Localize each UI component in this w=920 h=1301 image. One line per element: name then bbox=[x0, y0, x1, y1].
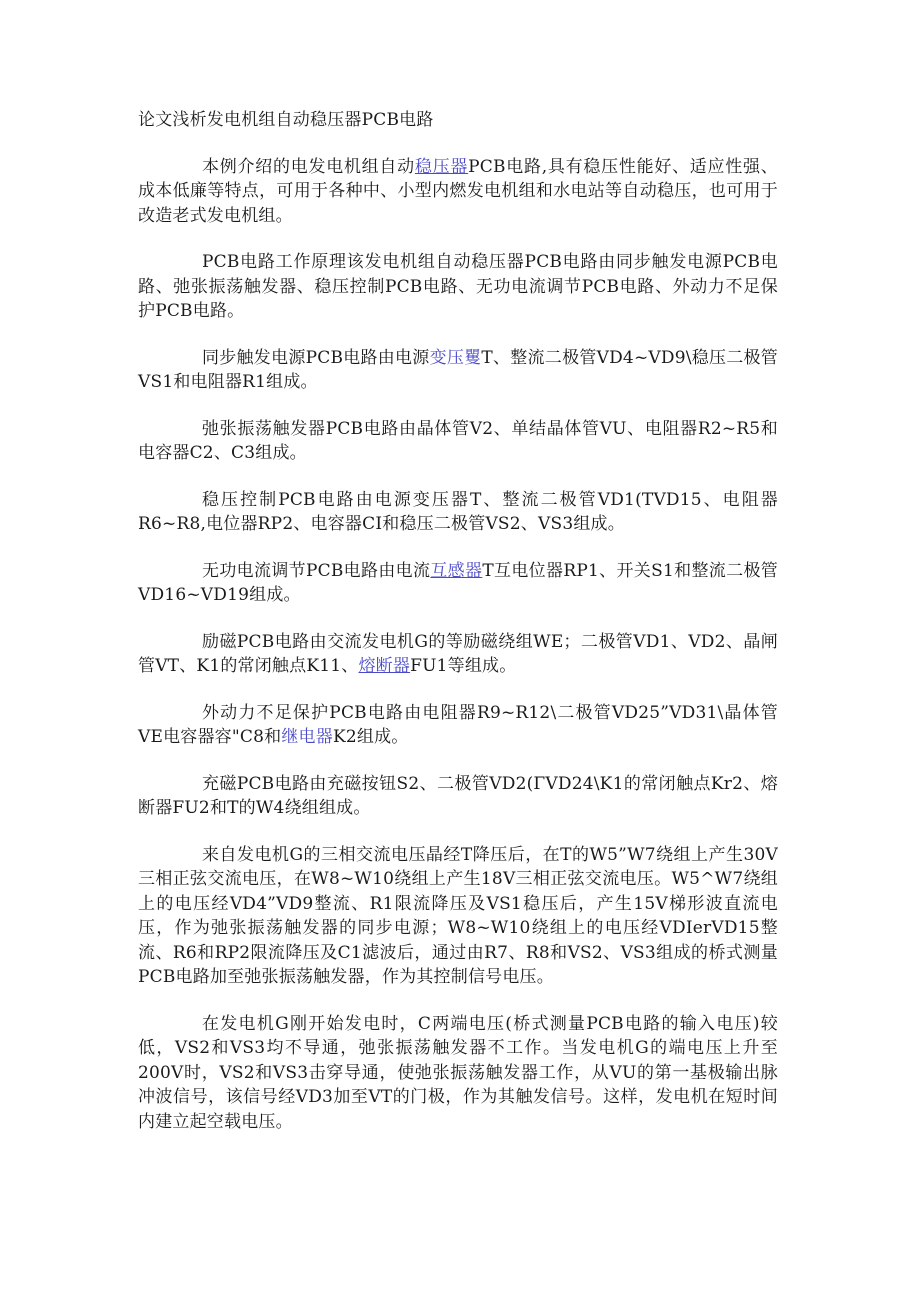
inline-link[interactable]: 互感器 bbox=[430, 560, 483, 581]
paragraph bbox=[138, 630, 778, 679]
paragraph-text: K2组成。 bbox=[332, 727, 409, 747]
paragraph bbox=[138, 417, 778, 466]
inline-link[interactable]: 变压矍 bbox=[429, 347, 482, 368]
inline-link[interactable]: 熔断器 bbox=[358, 656, 411, 676]
paragraph bbox=[138, 559, 778, 608]
document-title: 论文浅析发电机组自动稳压器PCB电路 bbox=[138, 110, 434, 130]
paragraph bbox=[138, 346, 778, 395]
paragraph-text: T、整流二极管VD4~VD9\稳压二极管VS1和电阻器R1组成。 bbox=[138, 347, 778, 392]
paragraph-text: 充磁PCB电路由充磁按钮S2、二极管VD2(ΓVD24\K1的常闭触点Kr2、熔断器FU2和T的W4绕组组成。 bbox=[138, 773, 778, 818]
document-body bbox=[138, 155, 778, 1135]
paragraph-text: 来自发电机G的三相交流电压晶经T降压后，在T的W5”W7绕组上产生30V三相正弦交流电压，在W8~W10绕组上产生18V三相正弦交流电压。W5^W7绕组上的电压经VD4”VD9整流、R1限流降压及VS1稳压后，产生15V梯形波直流电压，作为弛张振荡触发器的同步电源；W8~W10绕组上的电压经VDIerVD15整流、R6和RP2限流降压及C1滤波后，通过由R7、R8和VS2、VS3组成的桥式测量PCB电路加至弛张振荡触发器，作为其控制信号电压。 bbox=[138, 844, 778, 987]
paragraph-text: 稳压控制PCB电路由电源变压器T、整流二极管VD1(TVD15、电阻器R6~R8,电位器RP2、电容器CI和稳压二极管VS2、VS3组成。 bbox=[138, 489, 778, 534]
paragraph-text: 无功电流调节PCB电路由电流 bbox=[202, 560, 431, 581]
paragraph-text: T互电位器RP1、开关S1和整流二极管VD16~VD19组成。 bbox=[138, 560, 778, 605]
paragraph bbox=[138, 250, 778, 324]
inline-link[interactable]: 稳压器 bbox=[414, 156, 469, 177]
paragraph-text: 本例介绍的电发电机组自动 bbox=[202, 156, 415, 177]
inline-link[interactable]: 继电器 bbox=[281, 727, 333, 747]
paragraph-text: 弛张振荡触发器PCB电路由晶体管V2、单结晶体管VU、电阻器R2~R5和电容器C2、C3组成。 bbox=[138, 418, 778, 463]
paragraph-text: PCB电路工作原理该发电机组自动稳压器PCB电路由同步触发电源PCB电路、弛张振荡触发器、稳压控制PCB电路、无功电流调节PCB电路、外动力不足保护PCB电路。 bbox=[138, 252, 778, 321]
paragraph bbox=[138, 701, 778, 750]
paragraph-text: 在发电机G刚开始发电时，C两端电压(桥式测量PCB电路的输入电压)较低，VS2和VS3均不导通，弛张振荡触发器不工作。当发电机G的端电压上升至200V时，VS2和VS3击穿导通，使弛张振荡触发器工作，从VU的第一基极输出脉冲波信号，该信号经VD3加至VT的门极，作为其触发信号。这样，发电机在短时间内建立起空载电压。 bbox=[138, 1013, 778, 1132]
paragraph-text: 励磁PCB电路由交流发电机G的等励磁绕组WE；二极管VD1、VD2、晶闸管VT、K1的常闭触点K11、 bbox=[138, 631, 778, 676]
document-page bbox=[138, 108, 778, 1156]
paragraph-text: 外动力不足保护PCB电路由电阻器R9~R12\二极管VD25”VD31\晶体管VE电容器容"C8和 bbox=[138, 702, 778, 747]
paragraph bbox=[138, 843, 778, 990]
paragraph-text: FU1等组成。 bbox=[410, 656, 517, 676]
paragraph bbox=[138, 488, 778, 537]
paragraph bbox=[138, 1012, 778, 1135]
paragraph-text: PCB电路,具有稳压性能好、适应性强、成本低廉等特点，可用于各种中、小型内燃发电机组和水电站等自动稳压，也可用于改造老式发电机组。 bbox=[138, 156, 778, 226]
paragraph bbox=[138, 772, 778, 821]
paragraph-text: 同步触发电源PCB电路由电源 bbox=[202, 347, 430, 368]
paragraph bbox=[138, 155, 778, 229]
